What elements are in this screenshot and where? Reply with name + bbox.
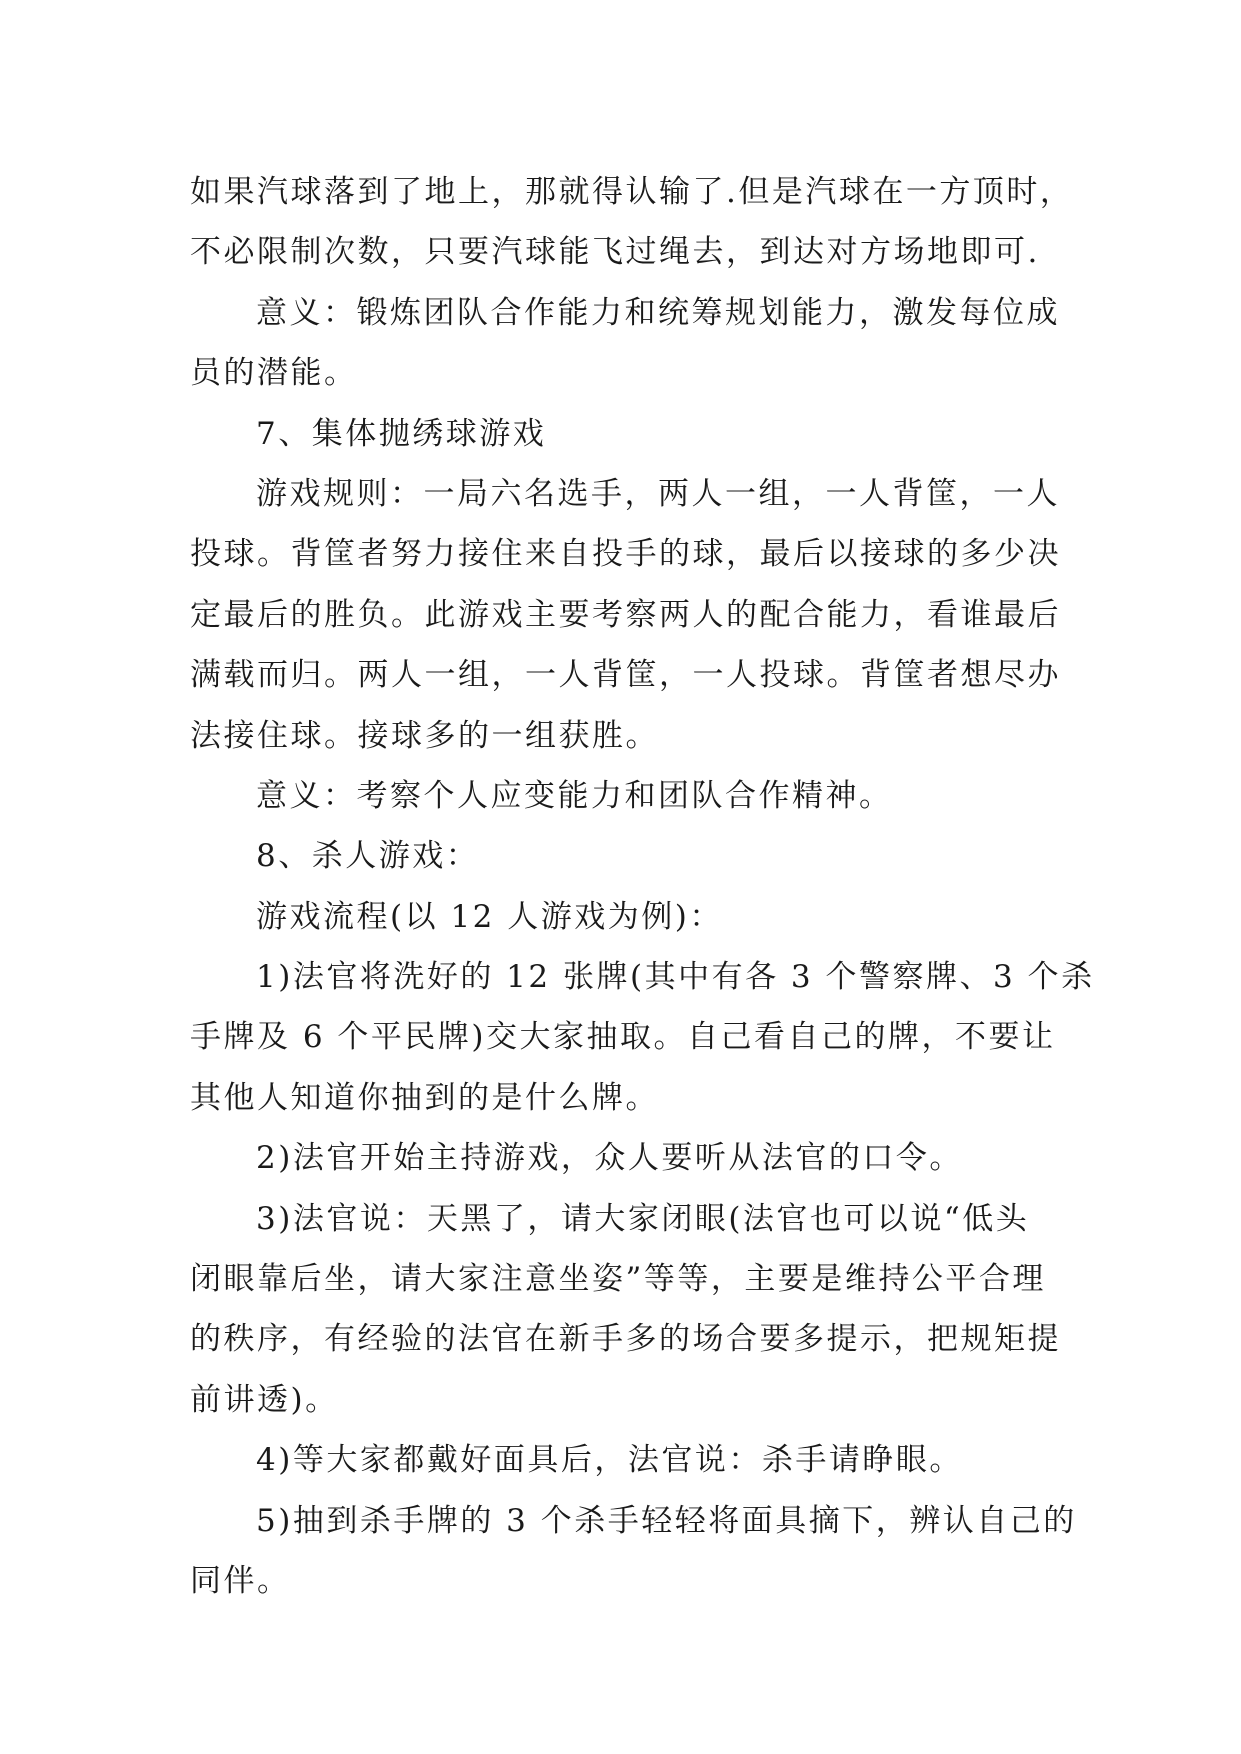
section-heading-8: 8、杀人游戏： — [256, 838, 480, 875]
body-text-line: 定最后的胜负。此游戏主要考察两人的配合能力，看谁最后 — [190, 596, 1061, 633]
step-2: 2)法官开始主持游戏，众人要听从法官的口令。 — [256, 1140, 963, 1177]
document-body — [190, 162, 1095, 1611]
step-5: 5)抽到杀手牌的 3 个杀手轻轻将面具摘下，辨认自己的 — [256, 1502, 1077, 1539]
body-text-line: 满载而归。两人一组，一人背筐，一人投球。背筐者想尽办 — [190, 657, 1061, 694]
body-text-line: 的秩序，有经验的法官在新手多的场合要多提示，把规矩提 — [190, 1321, 1061, 1358]
paragraph-rules: 游戏规则：一局六名选手，两人一组，一人背筐，一人 — [256, 475, 1060, 512]
step-4: 4)等大家都戴好面具后，法官说：杀手请睁眼。 — [256, 1442, 963, 1479]
paragraph-flow: 游戏流程(以 12 人游戏为例)： — [256, 898, 723, 935]
body-text-line: 其他人知道你抽到的是什么牌。 — [190, 1079, 659, 1116]
body-text-line: 前讲透)。 — [190, 1381, 339, 1418]
step-1: 1)法官将洗好的 12 张牌(其中有各 3 个警察牌、3 个杀 — [256, 959, 1095, 996]
body-text-line: 手牌及 6 个平民牌)交大家抽取。自己看自己的牌，不要让 — [190, 1019, 1056, 1056]
paragraph-meaning: 意义：锻炼团队合作能力和统筹规划能力，激发每位成 — [256, 294, 1060, 331]
section-heading-7: 7、集体抛绣球游戏 — [256, 415, 547, 452]
step-3: 3)法官说：天黑了，请大家闭眼(法官也可以说“低头 — [256, 1200, 1030, 1237]
body-text-line: 投球。背筐者努力接住来自投手的球，最后以接球的多少决 — [190, 536, 1061, 573]
body-text-line: 如果汽球落到了地上，那就得认输了.但是汽球在一方顶时， — [190, 174, 1074, 210]
body-text-line: 法接住球。接球多的一组获胜。 — [190, 717, 659, 754]
paragraph-meaning: 意义：考察个人应变能力和团队合作精神。 — [256, 777, 893, 814]
body-text-line: 闭眼靠后坐，请大家注意坐姿”等等，主要是维持公平合理 — [190, 1261, 1046, 1298]
body-text-line: 同伴。 — [190, 1562, 291, 1599]
body-text-line: 不必限制次数，只要汽球能飞过绳去，到达对方场地即可. — [190, 234, 1040, 271]
body-text-line: 员的潜能。 — [190, 355, 358, 392]
